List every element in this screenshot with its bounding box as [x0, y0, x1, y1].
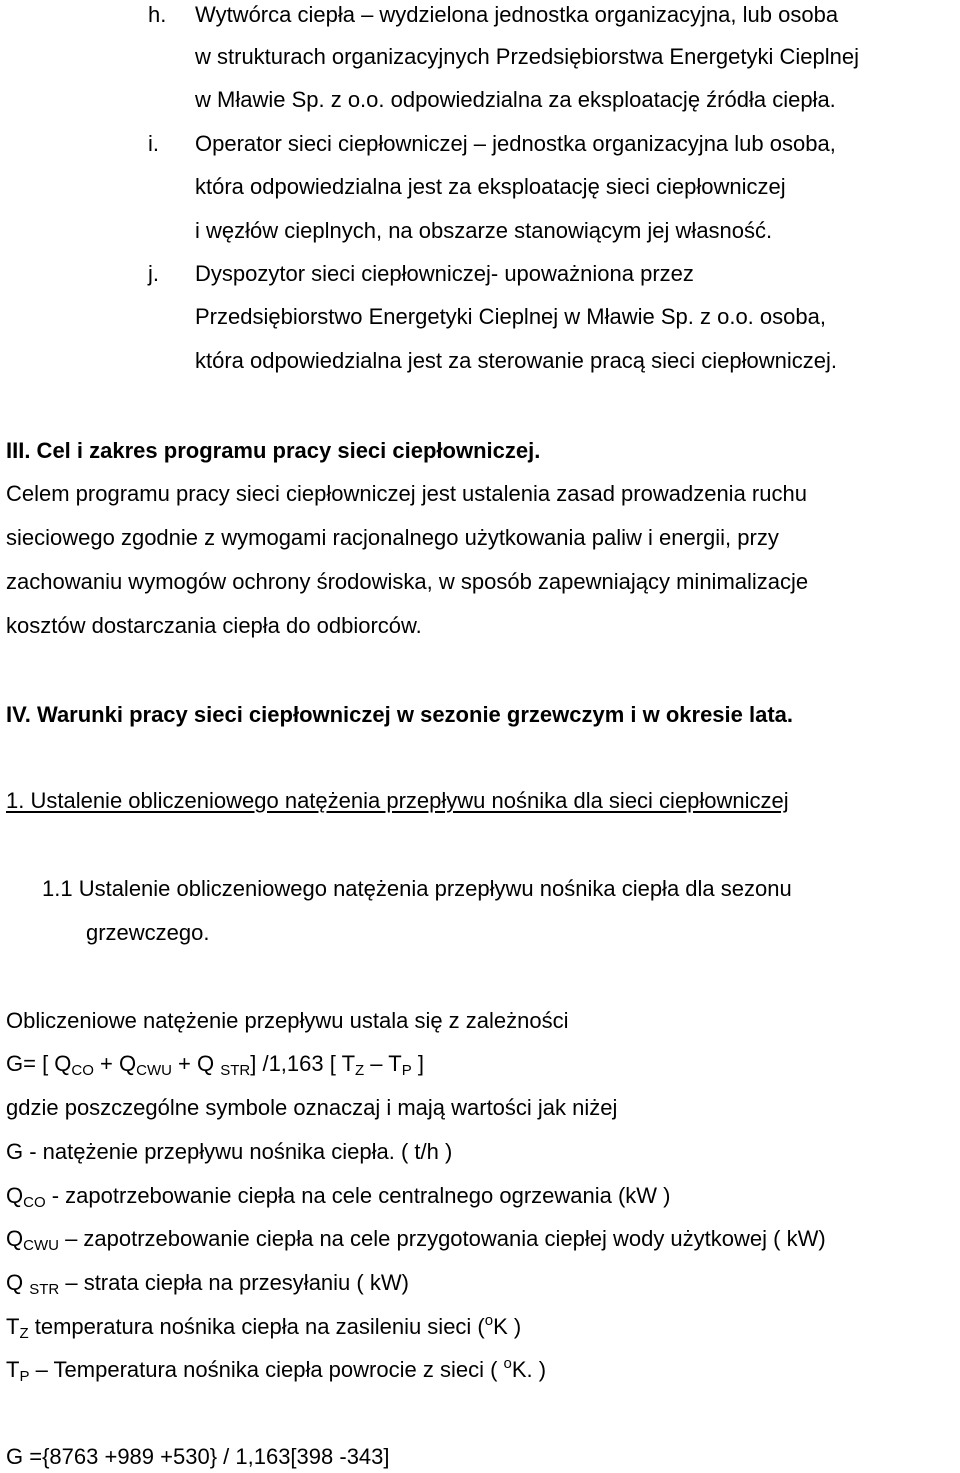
symbol-qstr-text: – strata ciepła na przesyłaniu ( kW)	[59, 1270, 409, 1295]
section-4-heading: IV. Warunki pracy sieci ciepłowniczej w sezonie grzewczym i w okresie lata.	[6, 702, 794, 727]
eq-sub-str: STR	[220, 1062, 251, 1079]
eq-part-6: ]	[411, 1051, 424, 1076]
symbol-qco-text: - zapotrzebowanie ciepła na cele centralnego ogrzewania (kW )	[45, 1183, 671, 1208]
symbol-qcwu	[6, 1226, 826, 1254]
symbol-tz-text: temperatura nośnika ciepła na zasileniu sieci (	[28, 1314, 485, 1339]
def-i-label: i.	[148, 131, 159, 156]
def-h-label: h.	[148, 2, 167, 27]
symbol-tz-base: T	[6, 1314, 20, 1339]
subsection-1-1-line-1: 1.1 Ustalenie obliczeniowego natężenia przepływu nośnika ciepła dla sezonu	[42, 876, 792, 901]
symbol-tz-degree: o	[484, 1312, 494, 1329]
def-j-line-2: Przedsiębiorstwo Energetyki Cieplnej w Mławie Sp. z o.o. osoba,	[195, 304, 826, 329]
eq-part-3: + Q	[171, 1051, 221, 1076]
eq-part-1: G= [ Q	[6, 1051, 72, 1076]
section-3-line-2: sieciowego zgodnie z wymogami racjonalnego użytkowania paliw i energii, przy	[6, 525, 779, 550]
formula-calculation: G ={8763 +989 +530} / 1,163[398 -343]	[6, 1444, 390, 1469]
eq-sub-cwu: CWU	[136, 1062, 172, 1079]
symbol-tp-text: – Temperatura nośnika ciepła powrocie z sieci (	[29, 1357, 504, 1382]
def-j-line-1: Dyspozytor sieci ciepłowniczej- upoważniona przez	[195, 261, 694, 286]
def-j-line-3: która odpowiedzialna jest za sterowanie pracą sieci ciepłowniczej.	[195, 348, 837, 373]
symbol-tp-sub: P	[19, 1368, 30, 1385]
def-h-line-1: Wytwórca ciepła – wydzielona jednostka organizacyjna, lub osoba	[195, 2, 839, 27]
eq-part-5: – T	[364, 1051, 402, 1076]
eq-part-2: + Q	[93, 1051, 137, 1076]
symbol-tp-tail: K. )	[511, 1357, 547, 1382]
symbol-qco	[6, 1183, 671, 1211]
def-h-line-3: w Mławie Sp. z o.o. odpowiedzialna za eksploatację źródła ciepła.	[195, 87, 836, 112]
symbol-qcwu-sub: CWU	[23, 1237, 59, 1254]
def-i-line-1: Operator sieci ciepłowniczej – jednostka organizacyjna lub osoba,	[195, 131, 836, 156]
symbol-qco-base: Q	[6, 1183, 24, 1208]
section-3-line-1: Celem programu pracy sieci ciepłowniczej jest ustalenia zasad prowadzenia ruchu	[6, 481, 807, 506]
symbol-tp	[6, 1355, 547, 1385]
symbol-tp-base: T	[6, 1357, 20, 1382]
symbol-tp-degree: o	[503, 1355, 512, 1372]
section-3-heading: III. Cel i zakres programu pracy sieci ciepłowniczej.	[6, 438, 541, 463]
symbol-g: G - natężenie przepływu nośnika ciepła. ( t/h )	[6, 1139, 453, 1164]
symbol-qstr-base: Q	[6, 1270, 30, 1295]
symbol-tz-sub: Z	[19, 1325, 29, 1342]
eq-sub-p: P	[401, 1062, 412, 1079]
eq-sub-z: Z	[355, 1062, 365, 1079]
symbol-tz-tail: K )	[493, 1314, 522, 1339]
formula-where: gdzie poszczególne symbole oznaczaj i mają wartości jak niżej	[6, 1095, 618, 1120]
def-j-label: j.	[148, 261, 159, 286]
subsection-1-heading: 1. Ustalenie obliczeniowego natężenia przepływu nośnika dla sieci ciepłowniczej	[6, 788, 789, 813]
symbol-tz	[6, 1312, 522, 1342]
eq-part-4: ] /1,163 [ T	[250, 1051, 356, 1076]
symbol-qstr-sub: STR	[29, 1281, 60, 1298]
def-i-line-3: i węzłów cieplnych, na obszarze stanowiącym jej własność.	[195, 218, 773, 243]
symbol-qco-sub: CO	[23, 1194, 46, 1211]
symbol-qcwu-base: Q	[6, 1226, 24, 1251]
formula-equation	[6, 1051, 424, 1079]
formula-intro: Obliczeniowe natężenie przepływu ustala się z zależności	[6, 1008, 569, 1033]
subsection-1-1-line-2: grzewczego.	[86, 920, 210, 945]
def-h-line-2: w strukturach organizacyjnych Przedsiębiorstwa Energetyki Cieplnej	[195, 44, 859, 69]
section-3-line-4: kosztów dostarczania ciepła do odbiorców.	[6, 613, 422, 638]
symbol-qstr	[6, 1270, 409, 1298]
def-i-line-2: która odpowiedzialna jest za eksploatację sieci ciepłowniczej	[195, 174, 786, 199]
section-3-line-3: zachowaniu wymogów ochrony środowiska, w sposób zapewniający minimalizacje	[6, 569, 809, 594]
symbol-qcwu-text: – zapotrzebowanie ciepła na cele przygotowania ciepłej wody użytkowej ( kW)	[58, 1226, 826, 1251]
eq-sub-co: CO	[71, 1062, 94, 1079]
